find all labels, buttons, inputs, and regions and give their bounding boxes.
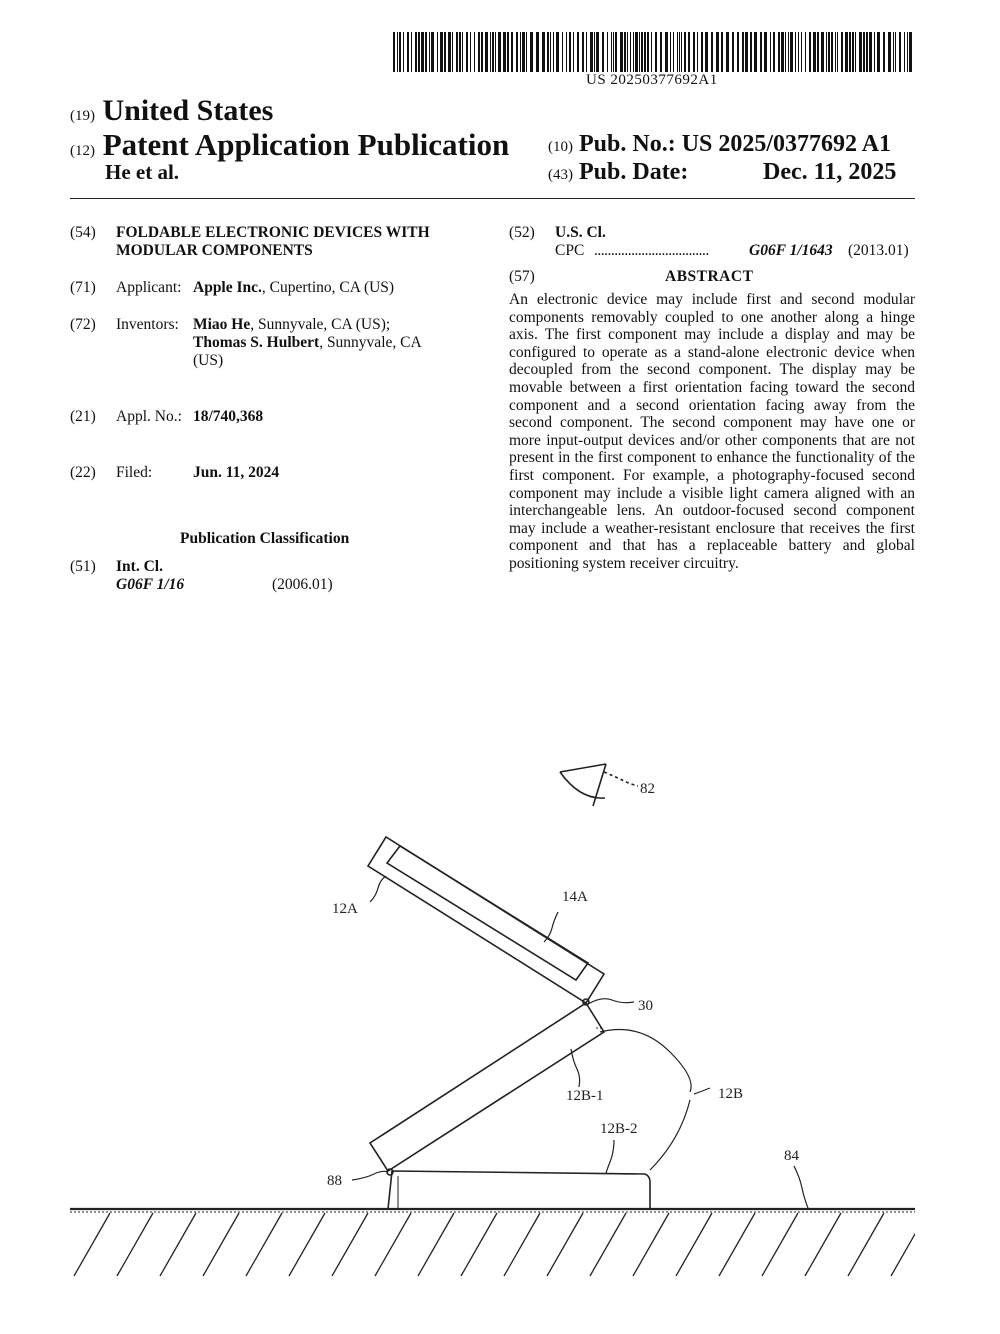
ground-surface — [70, 1209, 927, 1276]
applicant-name: Apple Inc. — [193, 279, 262, 296]
leader-12b-lower — [650, 1100, 690, 1170]
leader-12a — [370, 876, 386, 902]
ground-hatch-line — [74, 1213, 110, 1276]
ground-hatch-line — [762, 1213, 798, 1276]
publication-type-code: (12) — [70, 143, 95, 159]
applicant-label: Applicant: — [116, 279, 182, 296]
ground-hatch-line — [375, 1213, 411, 1276]
cpc-dots: .................................. — [594, 242, 709, 259]
label-82: 82 — [640, 781, 655, 797]
base-12b-2 — [388, 1171, 650, 1209]
appl-number: 18/740,368 — [193, 408, 264, 425]
ground-hatch-line — [160, 1213, 196, 1276]
ground-hatch-line — [289, 1213, 325, 1276]
ground-hatch-line — [504, 1213, 540, 1276]
inventors-short: He et al. — [105, 160, 180, 184]
eye-icon — [560, 764, 638, 806]
barcode-number: US 20250377692A1 — [586, 72, 718, 88]
filed-date: Jun. 11, 2024 — [193, 464, 280, 481]
leader-12b-join — [694, 1088, 710, 1094]
filed-label: Filed: — [116, 464, 153, 481]
inventor-1-location: , Sunnyvale, CA (US); — [250, 316, 391, 333]
intcl-label: Int. Cl. — [116, 558, 163, 575]
leader-12b-2 — [606, 1140, 614, 1174]
lower-panel-12b-1 — [370, 1003, 604, 1171]
leader-88 — [352, 1171, 388, 1180]
applicant-location: , Cupertino, CA (US) — [261, 279, 395, 296]
label-84: 84 — [784, 1148, 799, 1164]
invention-title-line2: MODULAR COMPONENTS — [116, 242, 313, 259]
ground-hatch-line — [547, 1213, 583, 1276]
ground-hatch-line — [590, 1213, 626, 1276]
leader-12b-1 — [571, 1049, 580, 1087]
inventor-1-name: Miao He — [193, 316, 251, 333]
pub-class-heading: Publication Classification — [180, 530, 350, 547]
cpc-year: (2013.01) — [848, 242, 909, 259]
ground-hatch-line — [418, 1213, 454, 1276]
pub-date: Dec. 11, 2025 — [763, 159, 897, 185]
uscl-code: (52) — [509, 224, 535, 241]
abstract-code: (57) — [509, 268, 535, 285]
ground-hatch-line — [805, 1213, 841, 1276]
intcl-code: (51) — [70, 558, 96, 575]
intcl-year: (2006.01) — [272, 576, 333, 593]
country-name: United States — [102, 94, 274, 127]
pub-number-label: Pub. No.: — [579, 131, 676, 157]
intcl-class: G06F 1/16 — [116, 576, 185, 593]
label-12b: 12B — [718, 1086, 744, 1102]
label-12b-2: 12B-2 — [600, 1121, 638, 1137]
ground-hatch-line — [848, 1213, 884, 1276]
invention-title-line1: FOLDABLE ELECTRONIC DEVICES WITH — [116, 224, 430, 241]
leader-30 — [588, 999, 634, 1004]
inventors-code: (72) — [70, 316, 96, 333]
leader-84 — [794, 1166, 808, 1208]
filed-code: (22) — [70, 464, 96, 481]
abstract-title: ABSTRACT — [665, 268, 754, 285]
inventor-2-location-cont: (US) — [193, 352, 224, 369]
pub-date-code: (43) — [548, 167, 573, 183]
abstract-text: An electronic device may include first and second modular components removably coupled to one another along a hinge axis. The first component may include a display and may be configured to operate as a stand-alone electronic device when decoupled from the second component. The display may be movable between a first orientation facing toward the second component and a second orientation facing away from the second component. The second component may have one or more input-output devices and/or other components that are not present in the first component to enhance the functionality of the first component. For example, a photography-focused second component may include a visible light camera aligned with an interchangeable lens. An outdoor-focused second component may include a weather-resistant enclosure that receives the first component and that has a replaceable battery and global positioning system receiver circuitry. — [509, 291, 915, 572]
appl-label: Appl. No.: — [116, 408, 182, 425]
ground-hatch-line — [676, 1213, 712, 1276]
cpc-class: G06F 1/1643 — [749, 242, 833, 259]
pub-date-label: Pub. Date: — [579, 159, 689, 185]
inventor-2-name: Thomas S. Hulbert — [193, 334, 320, 351]
ground-hatch-line — [246, 1213, 282, 1276]
cpc-label: CPC — [555, 242, 585, 259]
ground-hatch-line — [332, 1213, 368, 1276]
appl-code: (21) — [70, 408, 96, 425]
ground-hatch-line — [203, 1213, 239, 1276]
label-12b-1: 12B-1 — [566, 1088, 604, 1104]
label-12a: 12A — [332, 901, 358, 917]
inventor-2-location: , Sunnyvale, CA — [319, 334, 422, 351]
ground-hatch-line — [117, 1213, 153, 1276]
inventors-label: Inventors: — [116, 316, 179, 333]
label-30: 30 — [638, 998, 653, 1014]
country-code: (19) — [70, 108, 95, 124]
publication-type: Patent Application Publication — [102, 127, 510, 162]
ground-hatch-line — [461, 1213, 497, 1276]
ground-hatch-line — [633, 1213, 669, 1276]
ground-hatch-line — [719, 1213, 755, 1276]
title-field-code: (54) — [70, 224, 96, 241]
label-14a: 14A — [562, 889, 588, 905]
pub-number: US 2025/0377692 A1 — [681, 131, 892, 157]
leader-12b-upper — [600, 1030, 691, 1093]
uscl-label: U.S. Cl. — [555, 224, 606, 241]
pub-number-code: (10) — [548, 139, 573, 155]
upper-component-12a — [368, 837, 604, 1003]
applicant-code: (71) — [70, 279, 96, 296]
label-88: 88 — [327, 1173, 342, 1189]
ground-hatch-line — [891, 1213, 927, 1276]
